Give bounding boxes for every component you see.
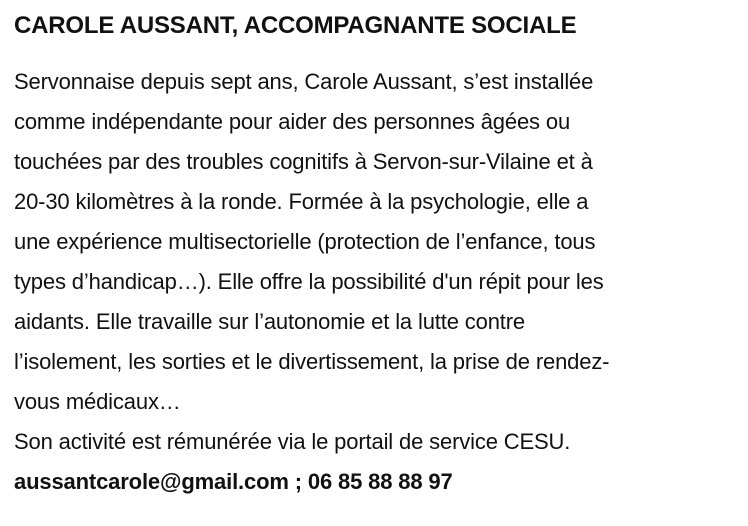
contact-separator: ;: [288, 469, 308, 494]
body-line: Servonnaise depuis sept ans, Carole Aussant, s’est installée: [14, 69, 594, 94]
body-line: types d’handicap…). Elle offre la possibilité d'un répit pour les: [14, 269, 604, 294]
body-line: touchées par des troubles cognitifs à Servon-sur-Vilaine et à: [14, 149, 593, 174]
body-line: vous médicaux…: [14, 389, 181, 414]
email-link[interactable]: aussantcarole@gmail.com: [14, 469, 289, 494]
body-line: Son activité est rémunérée via le portail de service CESU.: [14, 429, 571, 454]
phone-number[interactable]: 06 85 88 88 97: [307, 469, 453, 494]
body-line: une expérience multisectorielle (protection de l’enfance, tous: [14, 229, 596, 254]
body-line: 20-30 kilomètres à la ronde. Formée à la psychologie, elle a: [14, 189, 589, 214]
body-line: l’isolement, les sorties et le divertissement, la prise de rendez-: [14, 349, 610, 374]
body-line: aidants. Elle travaille sur l’autonomie et la lutte contre: [14, 309, 526, 334]
article-title: CAROLE AUSSANT, ACCOMPAGNANTE SOCIALE: [14, 12, 577, 39]
contact-line: [14, 462, 736, 502]
article-body: [14, 62, 736, 502]
body-line: comme indépendante pour aider des personnes âgées ou: [14, 109, 571, 134]
